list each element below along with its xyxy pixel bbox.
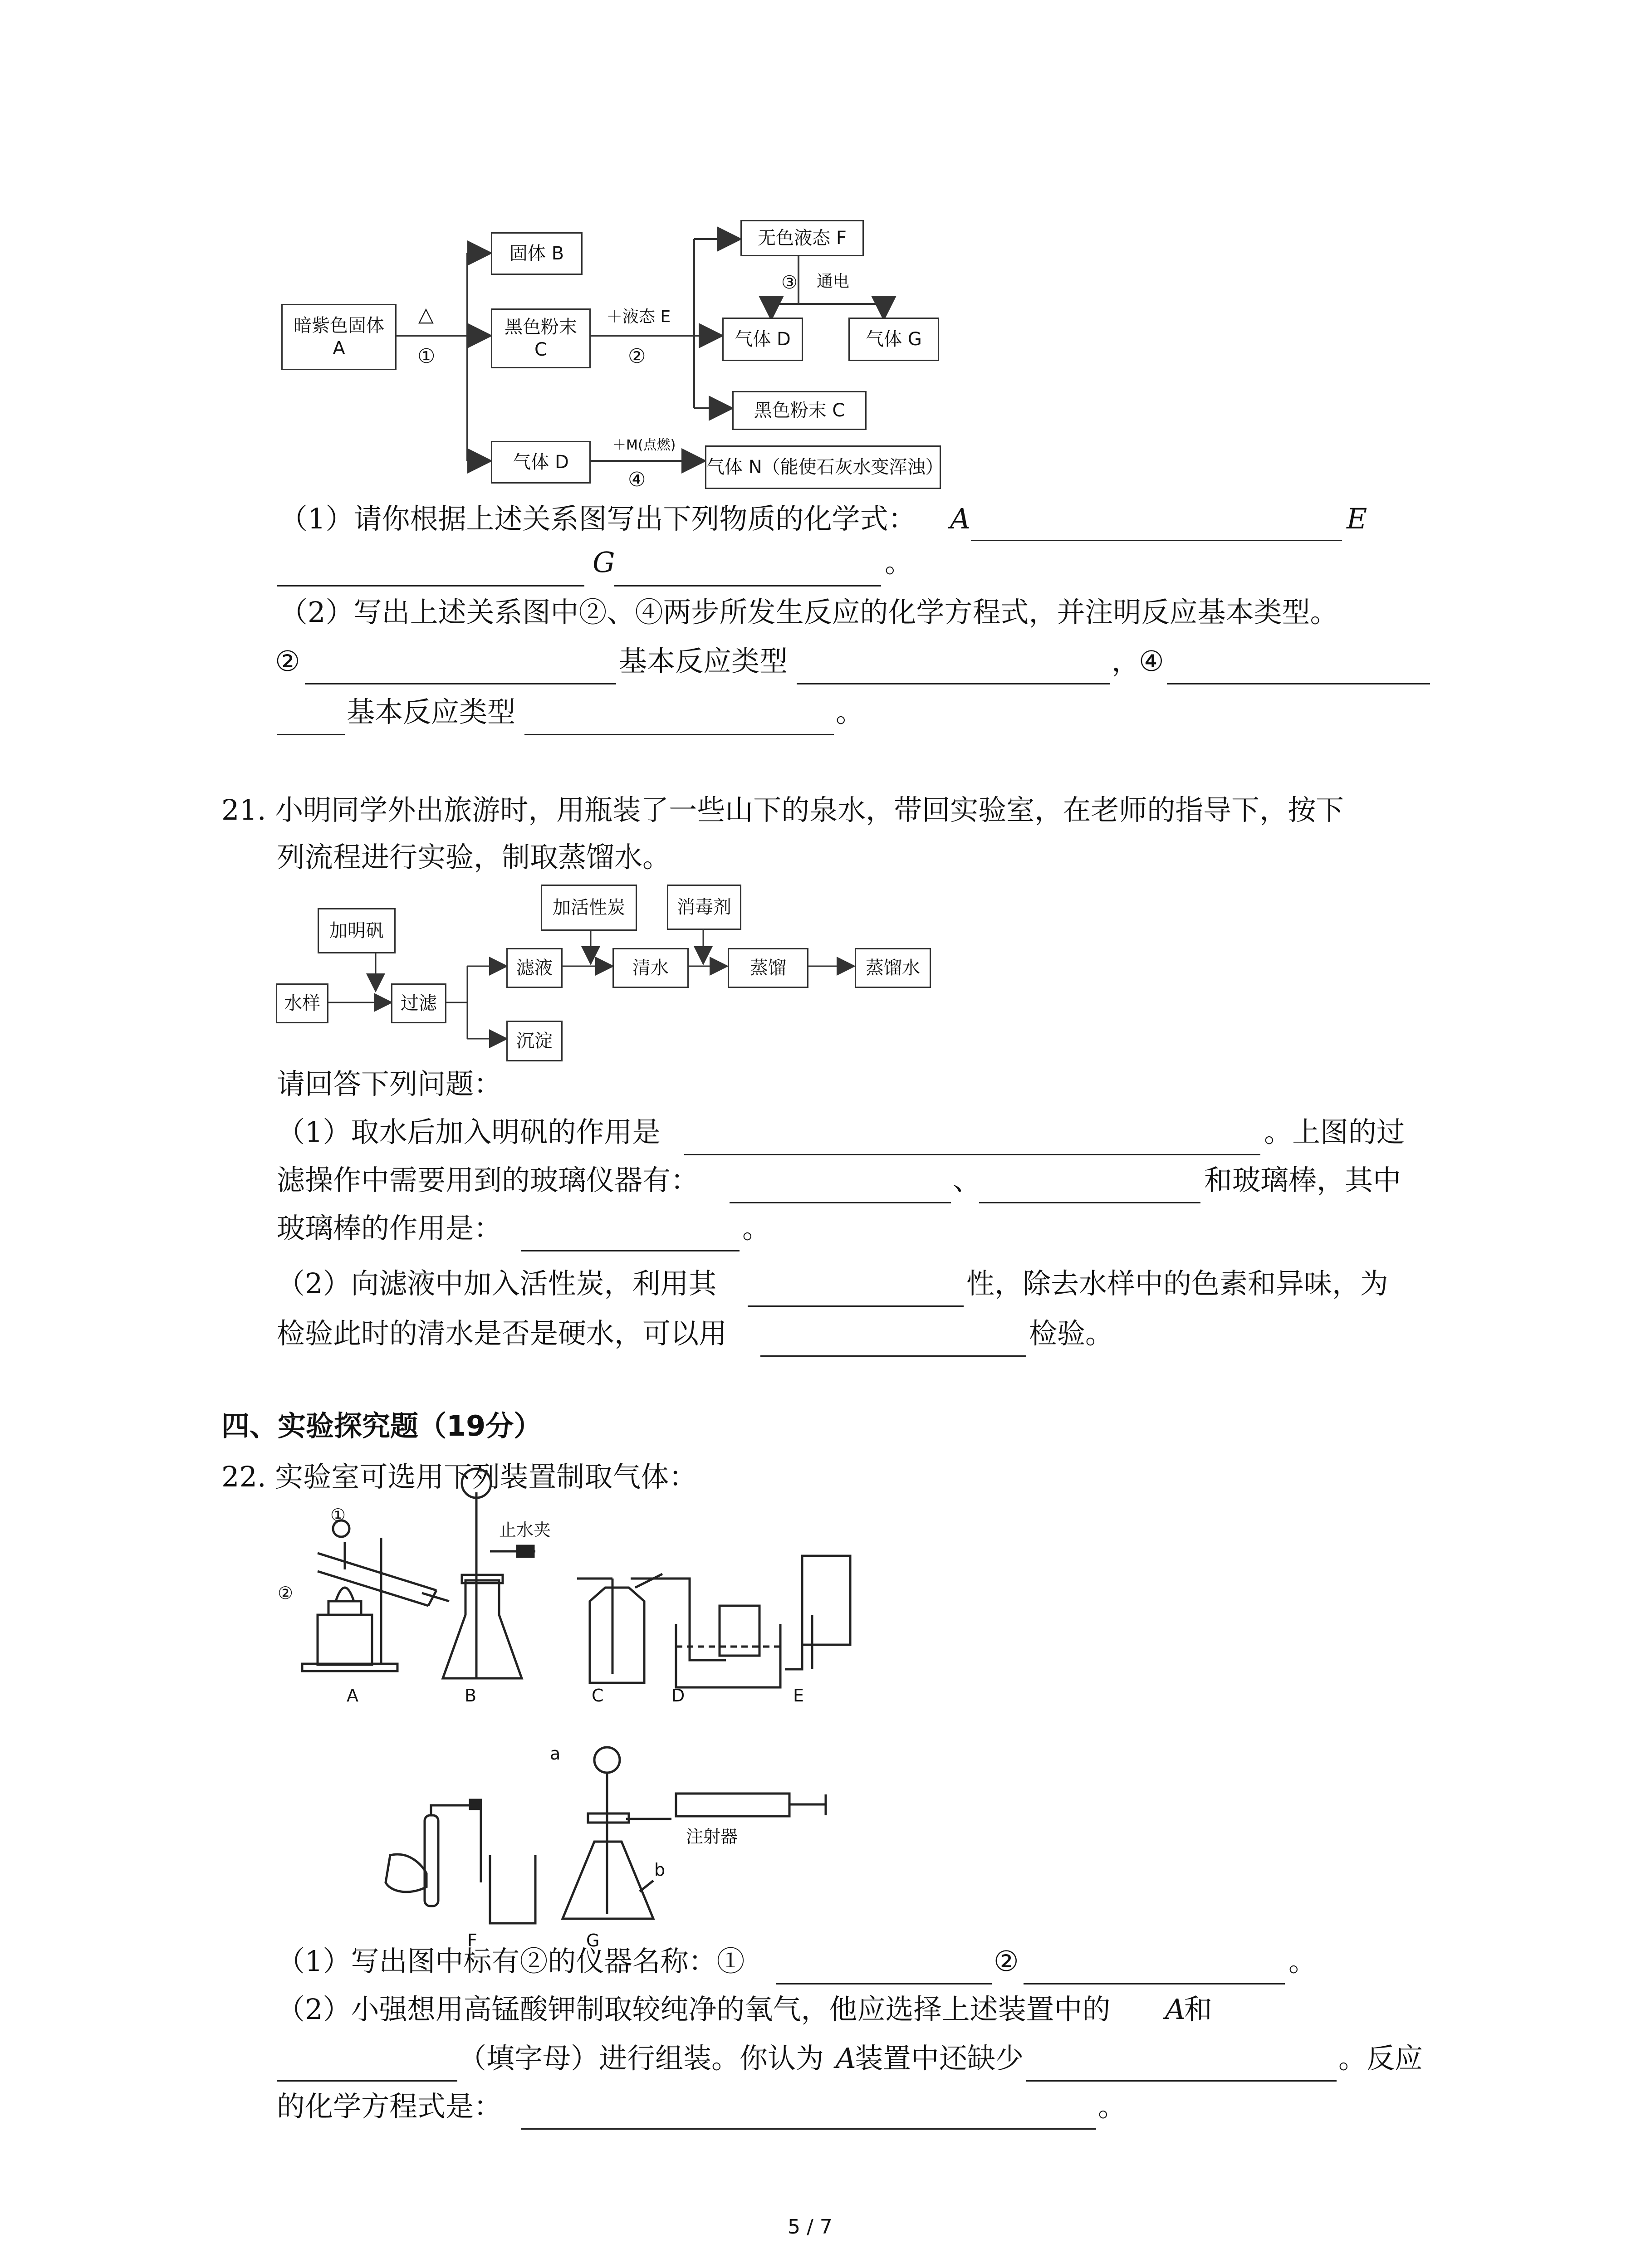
flow-carbon-label: 加活性炭 [553,897,625,918]
flow-distilled-water-label: 蒸馏水 [866,958,920,978]
q22-p1a: （1）写出图中标有②的仪器名称：① [277,1945,745,1978]
q20-type-label-2: 基本反应类型 [347,695,516,728]
answer-blank-missing-item[interactable] [1026,2053,1337,2082]
q20-step4-marker: ④ [1139,645,1164,678]
q22-p1b: ② [994,1945,1019,1978]
flow-filtrate-label: 滤液 [516,958,553,978]
label-d: D [671,1686,685,1706]
section-heading: 四、实验探究题（19分） [221,1409,542,1442]
node-g-label: 气体 G [866,329,922,350]
node-n-label: 气体 N（能使石灰水变浑浊） [706,457,944,478]
node-b-label: 固体 B [509,243,564,264]
apparatus-c [577,1574,662,1683]
q21-p2a: （2）向滤液中加入活性炭，利用其 [277,1267,717,1300]
q20-var-e: E [1347,502,1367,535]
step-1-marker: ① [417,345,436,368]
node-c2-label: 黑色粉末 C [754,400,845,421]
plus-e-label: ＋液态 E [606,308,671,326]
plus-m-label: ＋M(点燃) [612,437,676,453]
node-c-line1: 黑色粉末 [505,317,577,337]
q20-final-period: 。 [836,695,864,728]
q22-p1c: 。 [1288,1945,1317,1978]
flow-disinfectant-label: 消毒剂 [677,897,731,918]
q20-type-label-1: 基本反应类型 [619,645,788,678]
apparatus-d [631,1579,780,1687]
label-syringe: 注射器 [686,1827,738,1847]
q22-p2b: 和 [1184,1993,1213,2026]
apparatus-f [386,1800,535,1923]
node-c-line2: C [534,339,547,360]
apparatus-a [302,1520,449,1671]
apparatus-b [443,1469,535,1678]
answer-blank-instrument2[interactable] [1024,1956,1285,1984]
label-clamp: 止水夹 [499,1520,551,1540]
label-flask-b: b [654,1860,666,1880]
flow-filter-label: 过滤 [401,993,437,1014]
step-2-marker: ② [628,345,646,368]
label-f: F [467,1931,477,1950]
q22-p2-var-a2: A [836,2042,856,2075]
q21-prompt: 请回答下列问题： [277,1067,502,1100]
node-a-line1: 暗紫色固体 [294,315,384,336]
q20-comma: ， [1112,645,1140,678]
label-n1: ① [330,1505,346,1525]
q20-var-g: G [593,546,615,579]
flow-distill-label: 蒸馏 [750,958,786,978]
node-f-label: 无色液态 F [758,228,847,249]
heat-symbol: △ [418,303,434,326]
q20-step2-marker: ② [275,645,300,678]
flow-clear-water-label: 清水 [632,958,669,978]
label-b: B [465,1686,477,1706]
q21-p1f: 玻璃棒的作用是： [277,1212,502,1245]
q22-p2-var-a: A [1165,1993,1185,2026]
node-d-label: 气体 D [513,452,569,473]
flow-precipitate-label: 沉淀 [516,1031,553,1051]
electrolysis-label: 通电 [817,272,850,291]
step-4-marker: ④ [628,468,646,491]
step-3-marker: ③ [781,272,798,293]
label-a: A [347,1686,358,1706]
q21-p1b: 。上图的过 [1264,1115,1405,1149]
label-n2: ② [278,1583,294,1603]
label-funnel-a: a [550,1744,561,1764]
q22-p2f: 的化学方程式是： [277,2090,502,2123]
q21-p1g: 。 [742,1212,771,1245]
node-d2-label: 气体 D [735,329,791,350]
q20-period: 。 [885,546,913,579]
q20-var-a: A [950,502,970,535]
q22-p2a: （2）小强想用高锰酸钾制取较纯净的氧气，他应选择上述装置中的 [277,1993,1111,2026]
q21-line2: 列流程进行实验，制取蒸馏水。 [277,841,671,874]
q21-line1: 21. 小明同学外出旅游时，用瓶装了一些山下的泉水，带回实验室，在老师的指导下，按下 [221,793,1344,826]
q21-p1d: 、 [953,1163,981,1197]
answer-blank-instrument1[interactable] [776,1956,992,1984]
answer-blank-equation[interactable] [521,2101,1096,2130]
q22-p2g: 。 [1098,2090,1127,2123]
label-c: C [592,1686,604,1706]
q21-p2b: 性，除去水样中的色素和异味，为 [966,1267,1389,1300]
node-a-line2: A [333,338,345,359]
flow-sample-label: 水样 [284,993,320,1014]
answer-blank-collector[interactable] [277,2053,457,2082]
q20-part1-text: （1）请你根据上述关系图写出下列物质的化学式： [279,502,916,535]
q22-p2e: 。反应 [1338,2042,1423,2075]
label-g: G [586,1931,600,1950]
q21-p1e: 和玻璃棒，其中 [1204,1163,1401,1197]
q21-p1a: （1）取水后加入明矾的作用是 [277,1115,661,1149]
flow-alum-label: 加明矾 [329,920,384,941]
q21-p2c: 检验此时的清水是否是硬水，可以用 [277,1317,727,1350]
q21-p1c: 滤操作中需要用到的玻璃仪器有： [277,1163,699,1197]
q22-p2d: 装置中还缺少 [855,2042,1024,2075]
q20-part2-text: （2）写出上述关系图中②、④两步所发生反应的化学方程式，并注明反应基本类型。 [279,596,1338,629]
label-e: E [793,1686,804,1706]
q21-p2d: 检验。 [1029,1317,1114,1350]
apparatus-e [785,1556,850,1669]
page-number: 5 / 7 [788,2215,833,2239]
q22-p2c: （填字母）进行组装。你认为 [458,2042,824,2075]
q22-line1: 22. 实验室可选用下列装置制取气体： [221,1460,697,1493]
